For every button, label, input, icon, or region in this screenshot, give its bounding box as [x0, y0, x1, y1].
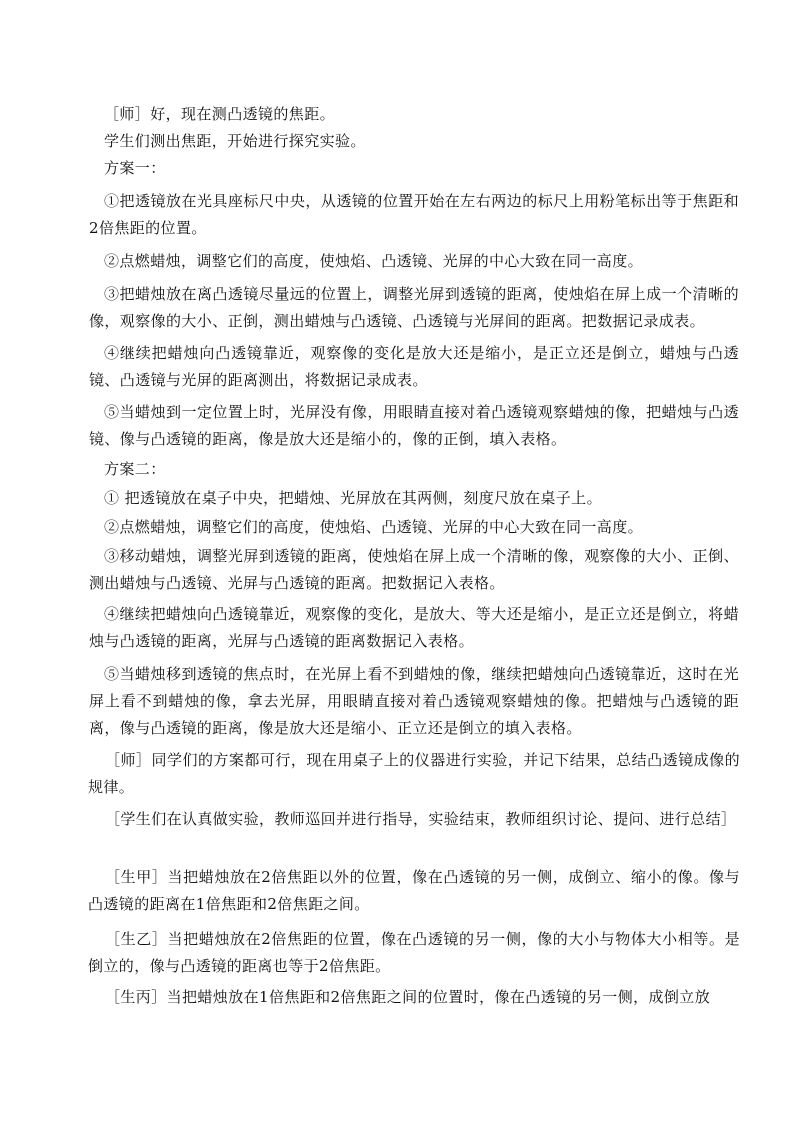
paragraph-student-c: ［生丙］当把蜡烛放在1倍焦距和2倍焦距之间的位置时，像在凸透镜的另一侧，成倒立放 [105, 988, 711, 1006]
paragraph-teacher-plans-ok: ［师］同学们的方案都可行，现在用桌子上的仪器进行实验，并记下结果，总结凸透镜成像的规律。 [88, 751, 740, 796]
paragraph-students-experiment: ［学生们在认真做实验，教师巡回并进行指导，实验结束，教师组织讨论、提问、进行总结］ [105, 810, 737, 828]
plan-two-step-3: ③移动蜡烛，调整光屏到透镜的距离，使烛焰在屏上成一个清晰的像，观察像的大小、正倒、测出蜡烛与凸透镜、光屏与凸透镜的距离。把数据记入表格。 [89, 547, 739, 592]
heading-plan-one: 方案一： [104, 159, 166, 177]
heading-plan-two: 方案二： [104, 460, 166, 478]
plan-one-step-4: ④继续把蜡烛向凸透镜靠近，观察像的变化是放大还是缩小，是正立还是倒立，蜡烛与凸透镜、凸透镜与光屏的距离测出，将数据记录成表。 [89, 344, 739, 389]
paragraph-student-a: ［生甲］当把蜡烛放在2倍焦距以外的位置，像在凸透镜的另一侧，成倒立、缩小的像。像与凸透镜的距离在1倍焦距和2倍焦距之间。 [88, 868, 740, 913]
paragraph-students-measure: 学生们测出焦距，开始进行探究实验。 [104, 132, 366, 150]
plan-one-step-3: ③把蜡烛放在离凸透镜尽量远的位置上，调整光屏到透镜的距离，使烛焰在屏上成一个清晰的像，观察像的大小、正倒，测出蜡烛与凸透镜、凸透镜与光屏间的距离。把数据记录成表。 [89, 285, 739, 330]
plan-one-step-5: ⑤当蜡烛到一定位置上时，光屏没有像，用眼睛直接对着凸透镜观察蜡烛的像，把蜡烛与凸透镜、像与凸透镜的距离，像是放大还是缩小的，像的正倒，填入表格。 [89, 403, 739, 448]
plan-two-step-1: ① 把透镜放在桌子中央，把蜡烛、光屏放在其两侧，刻度尺放在桌子上。 [104, 489, 602, 507]
plan-two-step-5: ⑤当蜡烛移到透镜的焦点时，在光屏上看不到蜡烛的像，继续把蜡烛向凸透镜靠近，这时在光屏上看不到蜡烛的像，拿去光屏，用眼睛直接对着凸透镜观察蜡烛的像。把蜡烛与凸透镜的距离，像与凸透镜的距离，像是放大还是缩小、正立还是倒立的填入表格。 [89, 665, 739, 737]
plan-two-step-4: ④继续把蜡烛向凸透镜靠近，观察像的变化，是放大、等大还是缩小，是正立还是倒立，将蜡烛与凸透镜的距离，光屏与凸透镜的距离数据记入表格。 [89, 605, 739, 650]
plan-two-step-2: ②点燃蜡烛，调整它们的高度，使烛焰、凸透镜、光屏的中心大致在同一高度。 [104, 518, 644, 536]
plan-one-step-2: ②点燃蜡烛，调整它们的高度，使烛焰、凸透镜、光屏的中心大致在同一高度。 [104, 252, 644, 270]
paragraph-student-b: ［生乙］当把蜡烛放在2倍焦距的位置，像在凸透镜的另一侧，像的大小与物体大小相等。是倒立的，像与凸透镜的距离也等于2倍焦距。 [88, 930, 740, 975]
plan-one-step-1: ①把透镜放在光具座标尺中央，从透镜的位置开始在左右两边的标尺上用粉笔标出等于焦距和2倍焦距的位置。 [89, 192, 739, 237]
paragraph-teacher-focal-length: ［师］好，现在测凸透镜的焦距。 [104, 105, 336, 123]
